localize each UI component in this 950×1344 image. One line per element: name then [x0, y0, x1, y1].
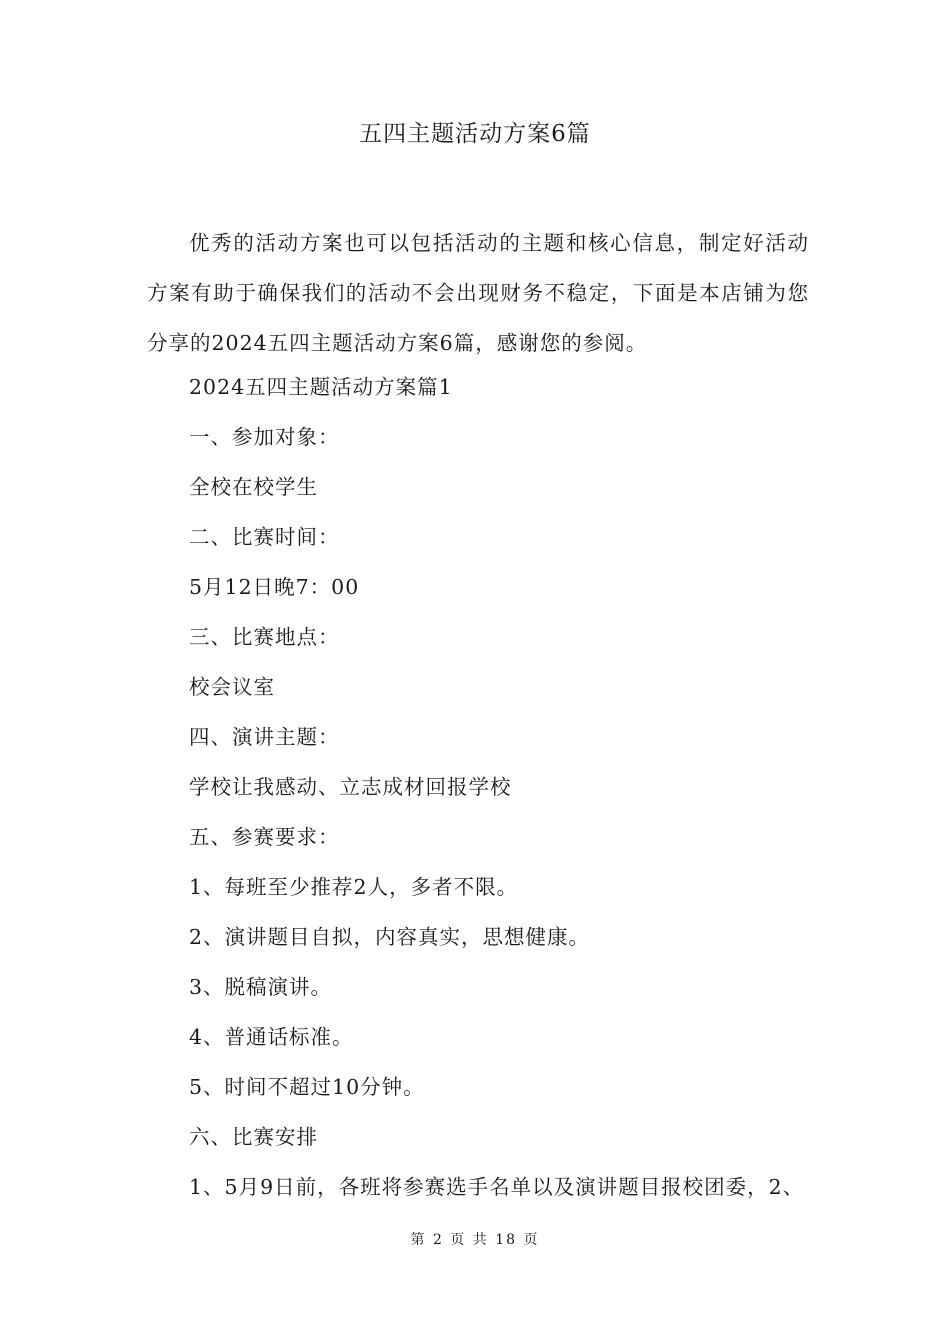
list-item: 六、比赛安排 [189, 1125, 318, 1149]
document-title: 五四主题活动方案6篇 [359, 121, 591, 147]
intro-paragraph: 优秀的活动方案也可以包括活动的主题和核心信息，制定好活动方案有助于确保我们的活动不会出现财务不稳定，下面是本店铺为您分享的2024五四主题活动方案6篇，感谢您的参阅。 [147, 231, 809, 355]
list-item: 5、时间不超过10分钟。 [189, 1075, 425, 1099]
body-lines [189, 362, 829, 1212]
list-item: 学校让我感动、立志成材回报学校 [189, 775, 512, 799]
list-item: 5月12日晚7：00 [189, 575, 360, 599]
list-item: 四、演讲主题： [189, 725, 340, 749]
page-footer: 第 2 页 共 18 页 [410, 1232, 540, 1248]
list-item: 4、普通话标准。 [189, 1025, 354, 1049]
list-item: 全校在校学生 [189, 475, 318, 499]
list-item: 1、5月9日前，各班将参赛选手名单以及演讲题目报校团委，2、 [189, 1175, 805, 1199]
list-item: 1、每班至少推荐2人，多者不限。 [189, 875, 519, 899]
list-item: 二、比赛时间： [189, 525, 340, 549]
section-heading: 2024五四主题活动方案篇1 [189, 375, 453, 399]
list-item: 2、演讲题目自拟，内容真实，思想健康。 [189, 925, 591, 949]
list-item: 三、比赛地点： [189, 625, 340, 649]
list-item: 一、参加对象： [189, 425, 340, 449]
list-item: 校会议室 [189, 675, 275, 699]
list-item: 3、脱稿演讲。 [189, 975, 333, 999]
list-item: 五、参赛要求： [189, 825, 340, 849]
